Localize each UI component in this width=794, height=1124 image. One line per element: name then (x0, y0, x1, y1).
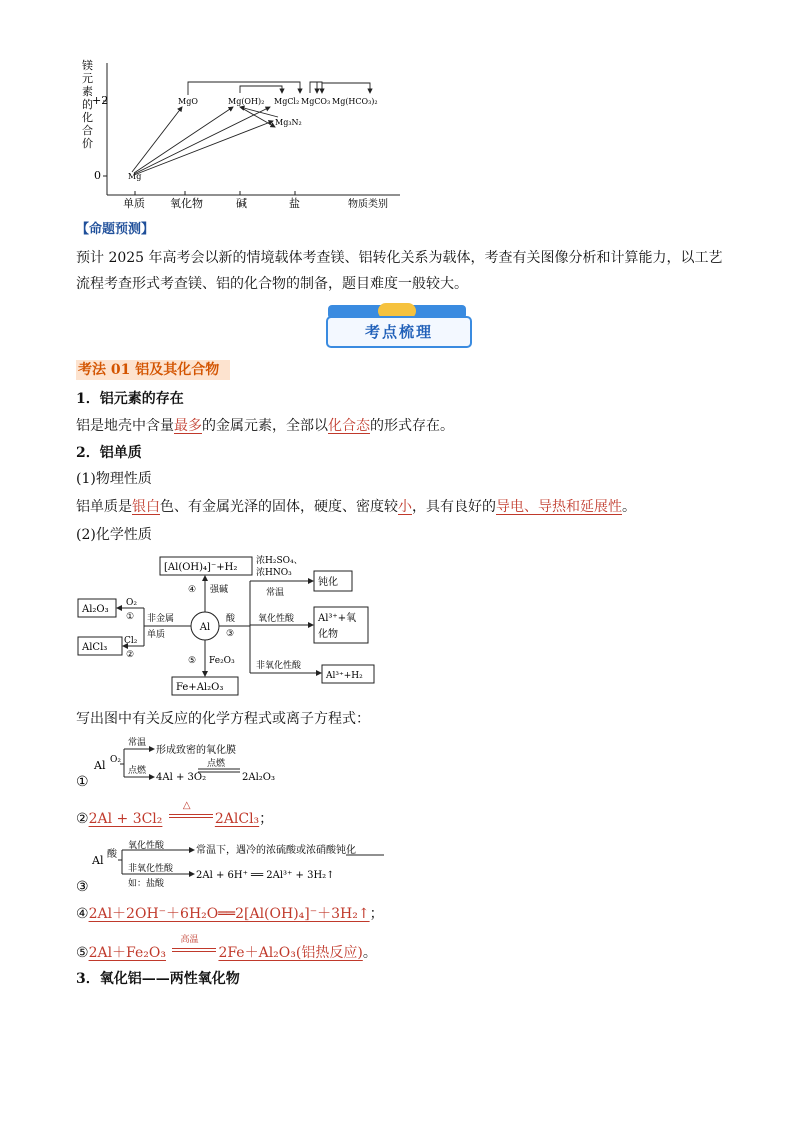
eq2-lhs: 2Al + 3Cl₂ (88, 811, 163, 827)
prediction-line-2: 流程考查形式考查镁、铝的化合物的制备，题目难度一般较大。 (76, 276, 468, 292)
chemical-properties-label: (2)化学性质 (76, 527, 152, 543)
physical-properties-label: (1)物理性质 (76, 471, 152, 487)
keyword-combined-state: 化合态 (328, 418, 370, 434)
node-mgo: MgO (178, 97, 198, 106)
svg-text:2Al + 6H⁺ ══ 2Al³⁺ + 3H₂↑: 2Al + 6H⁺ ══ 2Al³⁺ + 3H₂↑ (196, 870, 335, 881)
svg-text:形成致密的氧化膜: 形成致密的氧化膜 (156, 745, 236, 756)
eq5-condition: 高温 (180, 935, 199, 945)
keyword-conductivity: 导电、导热和延展性 (496, 499, 622, 515)
svg-text:Fe₂O₃: Fe₂O₃ (209, 656, 235, 666)
svg-text:强碱: 强碱 (210, 585, 229, 595)
svg-text:如：盐酸: 如：盐酸 (128, 879, 165, 889)
keyword-most: 最多 (174, 418, 202, 434)
xtick-base: 碱 (236, 197, 247, 210)
chart-xlabel: 物质类别 (348, 199, 388, 210)
box-al3-oxide: Al³⁺+氧 (318, 613, 357, 624)
svg-text:素: 素 (82, 85, 93, 98)
svg-text:⑤: ⑤ (188, 656, 197, 666)
heading-existence: 1．铝元素的存在 (76, 391, 184, 407)
keyword-small: 小 (398, 499, 412, 515)
equation-3 (74, 838, 394, 896)
svg-text:②: ② (126, 650, 135, 660)
al-reaction-diagram (74, 551, 384, 696)
ytick-2: +2 (92, 94, 109, 107)
al-center: Al (199, 622, 211, 633)
eq5-rhs: 2Fe＋Al₂O₃(铝热反应) (218, 945, 363, 961)
prediction-line-1: 预计 2025 年高考会以新的情境载体考查镁、铝转化关系为载体，考查有关图像分析和计算能力，以工艺 (76, 250, 723, 266)
svg-text:浓H₂SO₄、: 浓H₂SO₄、 (256, 556, 303, 566)
node-mg: Mg (128, 172, 142, 181)
svg-text:酸: 酸 (226, 614, 236, 624)
box-al2o3: Al₂O₃ (82, 604, 109, 615)
eq2-condition: △ (182, 800, 191, 811)
svg-text:Cl₂: Cl₂ (124, 636, 138, 646)
svg-text:浓HNO₃: 浓HNO₃ (256, 568, 292, 578)
svg-text:氧化性酸: 氧化性酸 (128, 841, 165, 851)
equation-intro: 写出图中有关反应的化学方程式或离子方程式： (76, 711, 370, 727)
banner-title: 考点梳理 (326, 316, 472, 348)
box-bottom-product: Fe+Al₂O₃ (176, 682, 224, 693)
svg-text:常温下，遇冷的浓硫酸或浓硝酸钝化: 常温下，遇冷的浓硫酸或浓硝酸钝化 (196, 845, 356, 856)
svg-text:合: 合 (82, 124, 93, 137)
node-mgoh2: Mg(OH)₂ (228, 97, 265, 106)
svg-text:④: ④ (188, 585, 197, 595)
box-passivation: 钝化 (318, 577, 338, 588)
svg-text:非金属: 非金属 (147, 614, 175, 624)
svg-text:2Al₂O₃: 2Al₂O₃ (242, 772, 275, 783)
node-mghco3: Mg(HCO₃)₂ (332, 97, 378, 106)
eq4-formula: 2Al＋2OH⁻＋6H₂O══2[Al(OH)₄]⁻＋3H₂↑ (88, 906, 370, 922)
svg-text:价: 价 (82, 137, 93, 150)
svg-text:常温: 常温 (266, 588, 285, 598)
svg-text:的: 的 (82, 98, 93, 111)
keyword-silver-white: 银白 (132, 499, 160, 515)
svg-text:化: 化 (82, 111, 93, 124)
node-mgco3: MgCO₃ (301, 97, 331, 106)
ytick-0: 0 (94, 169, 101, 182)
svg-text:镁: 镁 (82, 59, 93, 72)
svg-text:氧化性酸: 氧化性酸 (258, 614, 295, 624)
box-top-product: [Al(OH)₄]⁻+H₂ (164, 562, 238, 573)
svg-text:4Al + 3O₂: 4Al + 3O₂ (156, 772, 207, 783)
xtick-elemental: 单质 (123, 197, 145, 210)
equation-1 (74, 734, 294, 788)
heading-alumina: 3．氧化铝——两性氧化物 (76, 971, 240, 987)
svg-text:③: ③ (76, 879, 89, 895)
conversion-arrows (132, 82, 370, 175)
svg-text:常温: 常温 (128, 738, 147, 748)
svg-text:点燃: 点燃 (207, 759, 226, 769)
svg-text:元: 元 (82, 72, 93, 85)
physical-properties-sentence: 铝单质是银白色、有金属光泽的固体，硬度、密度较小，具有良好的导电、导热和延展性。 (76, 499, 636, 515)
equation-5: ⑤2Al＋Fe₂O₃ 高温 2Fe＋Al₂O₃(铝热反应)。 (76, 942, 377, 966)
equation-2: ②2Al + 3Cl₂ △ 2AlCl₃； (76, 800, 274, 827)
node-mg3n2: Mg₃N₂ (275, 118, 302, 127)
svg-text:化物: 化物 (318, 629, 338, 640)
svg-text:Al: Al (92, 854, 104, 867)
node-mgcl2: MgCl₂ (274, 97, 300, 106)
box-al3-h2: Al³⁺+H₂ (326, 671, 363, 681)
svg-text:①: ① (126, 612, 135, 622)
eq2-rhs: 2AlCl₃ (214, 811, 260, 827)
svg-text:点燃: 点燃 (128, 766, 147, 776)
equation-4: ④2Al＋2OH⁻＋6H₂O══2[Al(OH)₄]⁻＋3H₂↑； (76, 906, 384, 922)
svg-text:非氧化性酸: 非氧化性酸 (128, 864, 174, 874)
box-alcl3: AlCl₃ (82, 642, 108, 653)
svg-text:③: ③ (226, 629, 235, 639)
svg-text:O₂: O₂ (126, 598, 137, 608)
mg-valence-chart (70, 55, 410, 210)
xtick-oxide: 氧化物 (170, 197, 203, 210)
svg-text:酸: 酸 (107, 849, 117, 860)
eq5-lhs: 2Al＋Fe₂O₃ (88, 945, 166, 961)
svg-text:非氧化性酸: 非氧化性酸 (256, 661, 302, 671)
section-heading: 考法 01 铝及其化合物 (76, 360, 230, 380)
prediction-title: 【命题预测】 (76, 222, 155, 237)
xtick-salt: 盐 (289, 197, 300, 210)
svg-text:单质: 单质 (147, 630, 166, 640)
svg-text:Al: Al (94, 759, 106, 772)
existence-sentence: 铝是地壳中含量最多的金属元素，全部以化合态的形式存在。 (76, 418, 454, 434)
heading-aluminum: 2．铝单质 (76, 445, 142, 461)
svg-text:O₂: O₂ (110, 755, 121, 765)
svg-text:①: ① (76, 774, 89, 788)
